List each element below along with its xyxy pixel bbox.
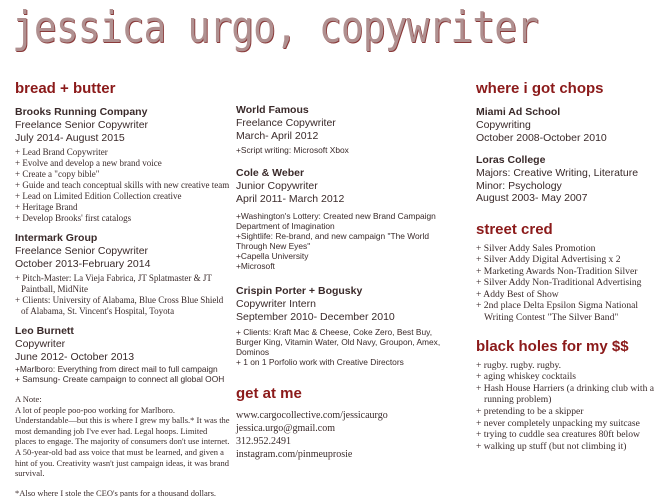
contact-section	[236, 385, 458, 461]
list-item: + Create a "copy bible"	[15, 169, 100, 179]
list-item: +Washington's Lottery: Created new Brand Campaign Department of Imagination	[236, 211, 436, 231]
job-bullets	[15, 147, 230, 224]
school-line: Majors: Creative Writing, Literature	[476, 167, 639, 179]
list-item: +Microsoft	[236, 261, 275, 271]
list-item: + 1 on 1 Porfolio work with Creative Directors	[236, 357, 404, 367]
list-item: + Pitch-Master: La Vieja Fabrica, JT Splatmaster & JT Paintball, MidNite	[15, 273, 212, 294]
contact-email-link[interactable]: jessica.urgo@gmail.com	[236, 423, 336, 434]
school-name: Loras College	[476, 154, 546, 166]
section-heading-cred: street cred	[476, 220, 553, 238]
list-item: + Addy Best of Show	[476, 288, 559, 300]
note-label: A Note:	[15, 394, 42, 404]
list-item: +Capella University	[236, 251, 309, 261]
list-item: +Script writing: Microsoft Xbox	[236, 145, 349, 155]
list-item: + Clients: Kraft Mac & Cheese, Coke Zero, Best Buy, Burger King, Vitamin Water, Old Navy, Groupon, Amex, Dominos	[236, 327, 441, 357]
job-dates: March- April 2012	[236, 129, 319, 142]
job-role: Copywriter Intern	[236, 298, 316, 310]
list-item: + trying to cuddle sea creatures 80ft below	[476, 429, 640, 441]
job-company: Leo Burnett	[15, 325, 74, 337]
job-company: World Famous	[236, 104, 309, 116]
job-bullets	[236, 145, 458, 155]
list-item: + Silver Addy Non-Traditional Advertising	[476, 277, 642, 289]
school-line: Copywriting	[476, 119, 531, 131]
job-bullets	[15, 364, 230, 384]
section-heading-contact: get at me	[236, 385, 302, 402]
school-miami	[476, 106, 666, 144]
job-company: Crispin Porter + Bogusky	[236, 285, 363, 297]
list-item: + Hash House Harriers (a drinking club with a running problem)	[476, 382, 655, 406]
job-dates: September 2010- December 2010	[236, 310, 395, 323]
job-brooks	[15, 106, 230, 224]
job-role: Copywriter	[15, 338, 66, 350]
job-leo-burnett	[15, 325, 230, 384]
list-item: + walking up stuff (but not climbing it)	[476, 440, 627, 452]
list-item: +Sightlife: Re-brand, and new campaign "The World Through New Eyes"	[236, 231, 429, 251]
job-crispin	[236, 285, 458, 367]
job-dates: July 2014- August 2015	[15, 131, 125, 144]
contact-instagram-link[interactable]: instagram.com/pinmeuprosie	[236, 449, 353, 460]
section-heading-holes: black holes for my $$	[476, 337, 629, 355]
job-company: Intermark Group	[15, 232, 98, 244]
list-item: + aging whiskey cocktails	[476, 371, 576, 383]
section-heading-bread: bread + butter	[15, 80, 116, 97]
school-line: August 2003- May 2007	[476, 192, 588, 204]
column-middle	[236, 104, 458, 461]
job-company: Cole & Weber	[236, 167, 305, 179]
job-company: Brooks Running Company	[15, 106, 148, 118]
list-item: + never completely unpacking my suitcase	[476, 417, 640, 429]
job-role: Freelance Senior Copywriter	[15, 119, 149, 131]
job-cole-weber	[236, 167, 458, 271]
job-bullets	[15, 273, 230, 317]
job-role: Freelance Senior Copywriter	[15, 245, 149, 257]
page-title: jessica urgo, copywriter	[12, 2, 539, 53]
list-item: + Silver Addy Digital Advertising x 2	[476, 254, 621, 266]
job-dates: October 2013-February 2014	[15, 257, 151, 270]
column-left	[15, 80, 230, 497]
school-loras	[476, 154, 666, 205]
list-item: + Samsung- Create campaign to connect all global OOH	[15, 374, 225, 384]
job-role: Freelance Copywriter	[236, 117, 336, 129]
list-item: + Develop Brooks' first catalogs	[15, 213, 132, 223]
note-body: A lot of people poo-poo working for Marlboro. Understandable—but this is where I grew my balls.* It was the most demanding job I've ever had. Legal hoops. Limited places to engage. The majority of consumers don't use internet. A 50-year-old bad ass voice that must be learned, and given a hint of you. Creativity wasn't just campaign ideas, it was brand survival.	[15, 404, 230, 479]
list-item: + Lead Brand Copywriter	[15, 147, 108, 157]
list-item: +Marlboro: Everything from direct mail to full campaign	[15, 364, 218, 374]
contact-website-link[interactable]: www.cargocollective.com/jessicaurgo	[236, 410, 388, 421]
job-intermark	[15, 232, 230, 317]
marlboro-note	[15, 394, 230, 479]
hobbies-list	[476, 360, 666, 453]
list-item: + Heritage Brand	[15, 202, 78, 212]
awards-list	[476, 243, 666, 324]
school-line: October 2008-October 2010	[476, 131, 607, 144]
list-item: + Marketing Awards Non-Tradition Silver	[476, 265, 638, 277]
list-item: + pretending to be a skipper	[476, 406, 584, 418]
list-item: + Silver Addy Sales Promotion	[476, 242, 596, 254]
footnote: *Also where I stole the CEO's pants for a thousand dollars.	[15, 487, 217, 497]
list-item: + Lead on Limited Edition Collection creative	[15, 191, 182, 201]
job-dates: April 2011- March 2012	[236, 192, 345, 205]
school-line: Minor: Psychology	[476, 179, 562, 192]
job-world-famous	[236, 104, 458, 155]
list-item: + 2nd place Delta Epsilon Sigma National Writing Contest "The Silver Band"	[476, 300, 639, 324]
list-item: + Guide and teach conceptual skills with new creative team	[15, 180, 230, 190]
job-dates: June 2012- October 2013	[15, 350, 135, 363]
job-bullets	[236, 327, 458, 367]
contact-phone: 312.952.2491	[236, 436, 291, 447]
list-item: + rugby. rugby. rugby.	[476, 359, 562, 371]
school-name: Miami Ad School	[476, 106, 561, 118]
column-right	[476, 80, 666, 452]
list-item: + Clients: University of Alabama, Blue Cross Blue Shield of Alabama, St. Vincent's Hospital, Toyota	[15, 295, 224, 316]
job-bullets	[236, 211, 458, 271]
section-heading-chops: where i got chops	[476, 80, 604, 97]
list-item: + Evolve and develop a new brand voice	[15, 158, 162, 168]
job-role: Junior Copywriter	[236, 180, 318, 192]
